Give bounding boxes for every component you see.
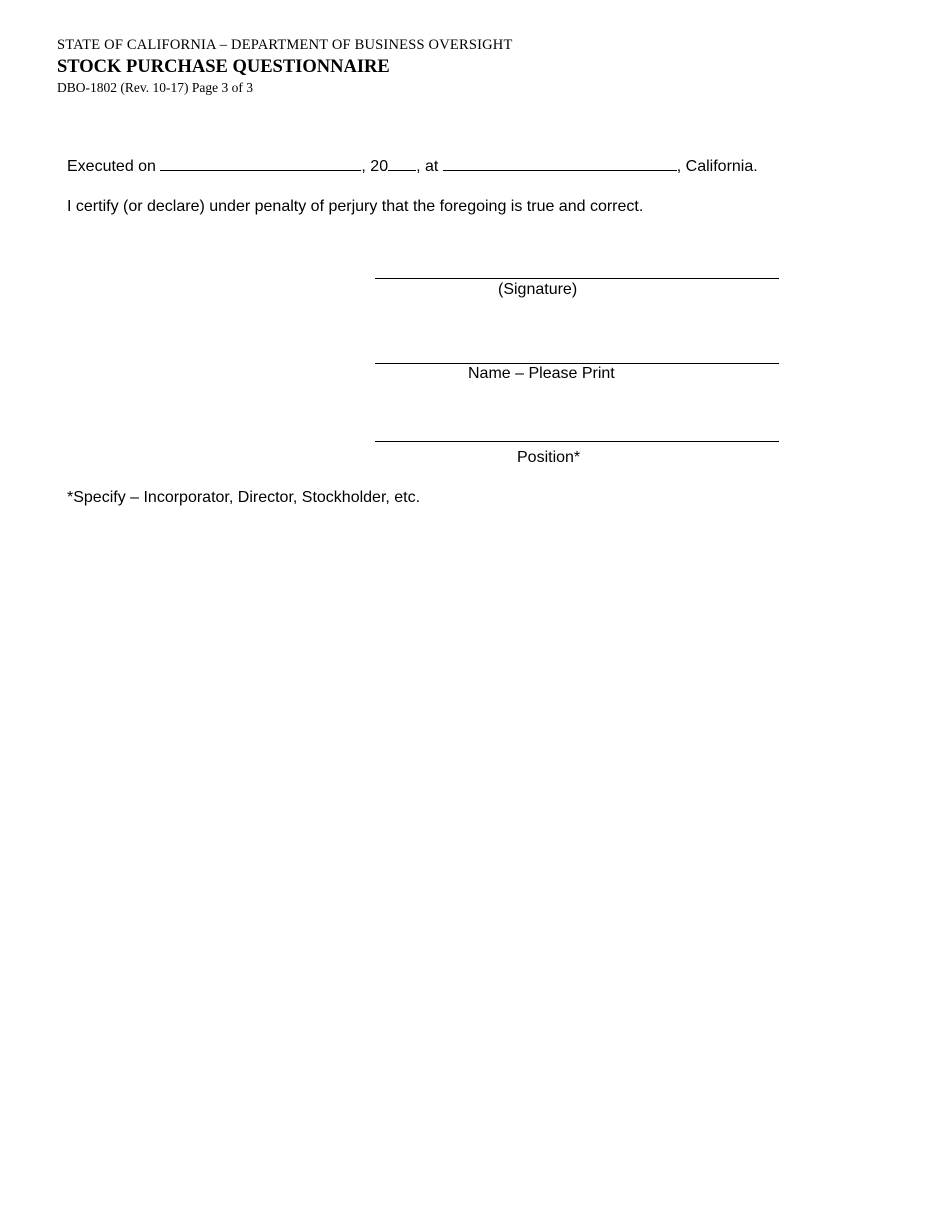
certification-statement: I certify (or declare) under penalty of perjury that the foregoing is true and correct. [67, 198, 644, 215]
agency-name: STATE OF CALIFORNIA – DEPARTMENT OF BUSINESS OVERSIGHT [57, 37, 513, 53]
execution-line [67, 156, 758, 176]
form-id: DBO-1802 (Rev. 10-17) Page 3 of 3 [57, 80, 253, 95]
execution-date-field[interactable] [160, 156, 361, 171]
signature-line[interactable] [375, 278, 779, 279]
execution-place-field[interactable] [443, 156, 677, 171]
position-footnote: *Specify – Incorporator, Director, Stockholder, etc. [67, 489, 421, 506]
at-label: , at [416, 158, 443, 175]
california-label: , California. [676, 158, 758, 175]
year-prefix-label: , 20 [361, 158, 389, 175]
position-label: Position* [517, 449, 581, 466]
name-line[interactable] [375, 363, 779, 364]
executed-on-label: Executed on [67, 158, 161, 175]
form-title: STOCK PURCHASE QUESTIONNAIRE [57, 57, 390, 77]
execution-year-field[interactable] [388, 156, 416, 171]
signature-label: (Signature) [498, 281, 578, 298]
name-label: Name – Please Print [468, 365, 615, 382]
position-line[interactable] [375, 441, 779, 442]
